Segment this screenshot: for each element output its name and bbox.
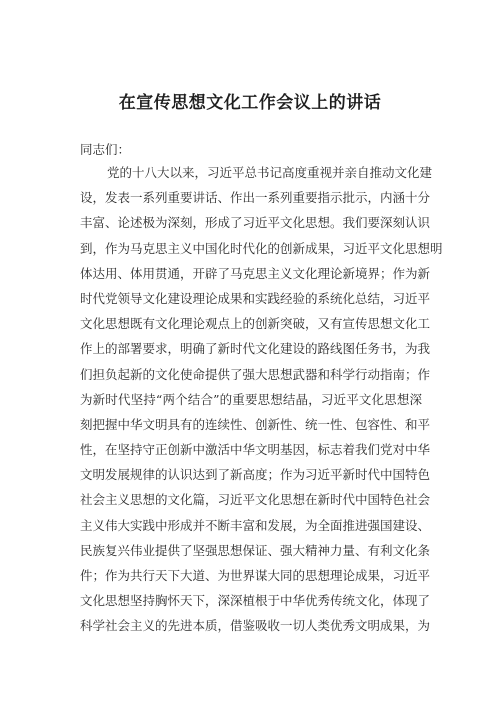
body-line: 主义伟大实践中形成并不断丰富和发展，为全面推进强国建设、 — [80, 517, 431, 533]
salutation: 同志们： — [80, 142, 131, 157]
body-line: 文明发展规律的认识达到了新高度；作为习近平新时代中国特色 — [80, 467, 431, 483]
body-line: 体达用、体用贯通，开辟了马克思主义文化理论新境界；作为新 — [80, 265, 431, 281]
body-line: 到，作为马克思主义中国化时代化的创新成果，习近平文化思想明 — [80, 240, 443, 256]
body-line: 设，发表一系列重要讲话、作出一系列重要指示批示，内涵十分 — [80, 190, 431, 206]
body-line: 科学社会主义的先进本质，借鉴吸收一切人类优秀文明成果，为 — [80, 618, 431, 634]
body-line: 社会主义思想的文化篇，习近平文化思想在新时代中国特色社会 — [80, 492, 431, 508]
body-line: 民族复兴伟业提供了坚强思想保证、强大精神力量、有利文化条 — [80, 542, 431, 558]
speech-body — [80, 160, 443, 639]
body-line: 党的十八大以来，习近平总书记高度重视并亲自推动文化建 — [107, 165, 433, 180]
document-title: 在宣传思想文化工作会议上的讲话 — [118, 93, 382, 113]
body-line: 文化思想坚持胸怀天下，深深植根于中华优秀传统文化，体现了 — [80, 593, 431, 609]
body-line: 件；作为共行天下大道、为世界谋大同的思想理论成果，习近平 — [80, 568, 431, 583]
body-line: 时代党领导文化建设理论成果和实践经验的系统化总结，习近平 — [80, 290, 431, 306]
body-line: 性，在坚持守正创新中激活中华文明基因，标志着我们党对中华 — [80, 442, 431, 458]
body-line: 为新时代坚持“两个结合”的重要思想结晶，习近平文化思想深 — [80, 391, 422, 407]
body-line: 刻把握中华文明具有的连续性、创新性、统一性、包容性、和平 — [80, 416, 431, 432]
body-line: 们担负起新的文化使命提供了强大思想武器和科学行动指南；作 — [80, 366, 431, 382]
body-line: 丰富、论述极为深刻，形成了习近平文化思想。我们要深刻认识 — [80, 215, 431, 231]
body-line: 文化思想既有文化理论观点上的创新突破，又有宣传思想文化工 — [80, 316, 431, 332]
body-line: 作上的部署要求，明确了新时代文化建设的路线图任务书，为我 — [80, 341, 431, 357]
